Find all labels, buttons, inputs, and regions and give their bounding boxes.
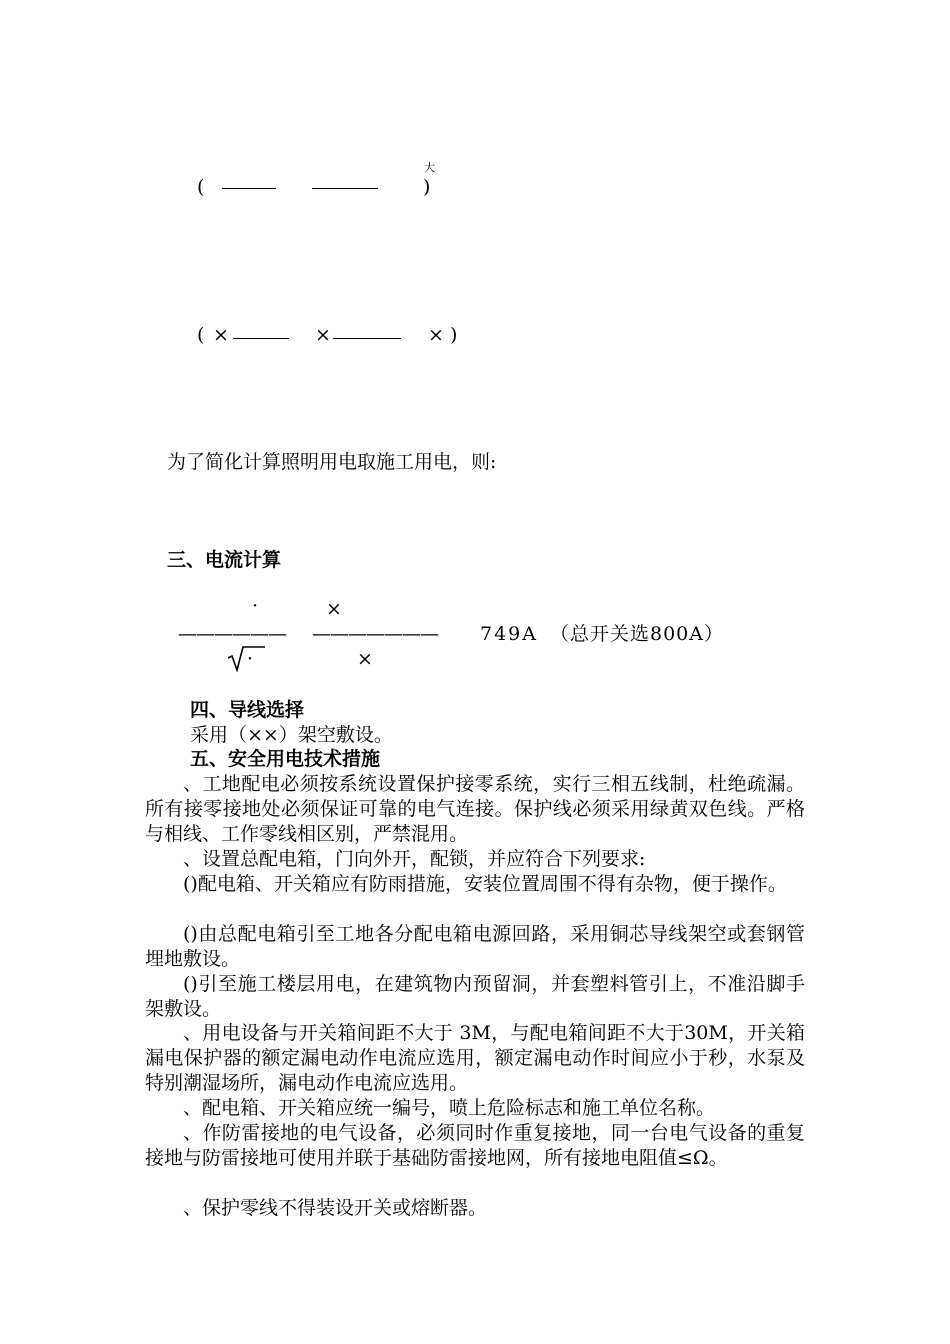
formula-2-times-2: × <box>315 324 331 346</box>
current-formula-note: （总开关选800A） <box>550 623 724 645</box>
safety-paragraph-5: ()引至施工楼层用电，在建筑物内预留洞，并套塑料管引上，不准沿脚手架敷设。 <box>145 973 805 1020</box>
safety-paragraph-3: ()配电箱、开关箱应有防雨措施，安装位置周围不得有杂物，便于操作。 <box>183 873 787 895</box>
safety-paragraph-8: 、作防雷接地的电气设备，必须同时作重复接地，同一台电气设备的重复接地与防雷接地可使用并联于基础防雷接地网，所有接地电阻值≤Ω。 <box>145 1122 805 1169</box>
current-formula-dot-top: · <box>252 595 259 617</box>
formula-1-blank-1 <box>222 188 276 189</box>
safety-paragraph-9: 、保护零线不得装设开关或熔断器。 <box>183 1197 488 1219</box>
current-formula-fraction-bar-right: ——————— <box>312 623 438 645</box>
current-formula-times-bottom: × <box>357 648 373 670</box>
safety-paragraph-7: 、配电箱、开关箱应统一编号，喷上危险标志和施工单位名称。 <box>183 1097 716 1119</box>
formula-1-open-paren: ( <box>197 176 205 198</box>
safety-paragraph-1: 、工地配电必须按系统设置保护接零系统，实行三相五线制，杜绝疏漏。所有接零接地处必须保证可靠的电气连接。保护线必须采用绿黄双色线。严格与相线、工作零线相区别，严禁混用。 <box>145 773 805 845</box>
current-formula-times-top: × <box>326 598 342 620</box>
formula-2-close-paren: ) <box>450 324 458 346</box>
formula-2-times-3: × <box>428 324 444 346</box>
formula-2-blank-2 <box>333 338 401 339</box>
safety-paragraph-2: 、设置总配电箱，门向外开，配锁，并应符合下列要求: <box>183 848 646 870</box>
safety-paragraph-6: 、用电设备与开关箱间距不大于 3M，与配电箱间距不大于30M，开关箱漏电保护器的额定漏电动作电流应选用，额定漏电动作时间应小于秒，水泵及特别潮湿场所，漏电动作电流应选用。 <box>145 1022 805 1094</box>
section-5-heading: 五、安全用电技术措施 <box>190 748 381 770</box>
section-4-text: 采用（××）架空敷设。 <box>190 724 393 746</box>
section-3-heading: 三、电流计算 <box>167 549 282 571</box>
formula-1-blank-2 <box>312 188 378 189</box>
formula-2-blank-1 <box>233 338 289 339</box>
current-formula-result: 749A <box>480 623 538 645</box>
current-formula-fraction-bar-left: —————— <box>178 623 286 645</box>
formula-2-open-paren: ( <box>197 324 205 346</box>
section-4-heading: 四、导线选择 <box>190 699 305 721</box>
formula-1-close-paren: ) <box>423 176 431 198</box>
formula-2-times-1: × <box>213 324 229 346</box>
formula-1-superscript: 大 <box>424 161 435 174</box>
simplify-text: 为了简化计算照明用电取施工用电，则: <box>167 451 497 473</box>
current-formula-sqrt-dot: · <box>247 648 254 670</box>
safety-paragraph-4: ()由总配电箱引至工地各分配电箱电源回路，采用铜芯导线架空或套钢管埋地敷设。 <box>145 923 805 970</box>
